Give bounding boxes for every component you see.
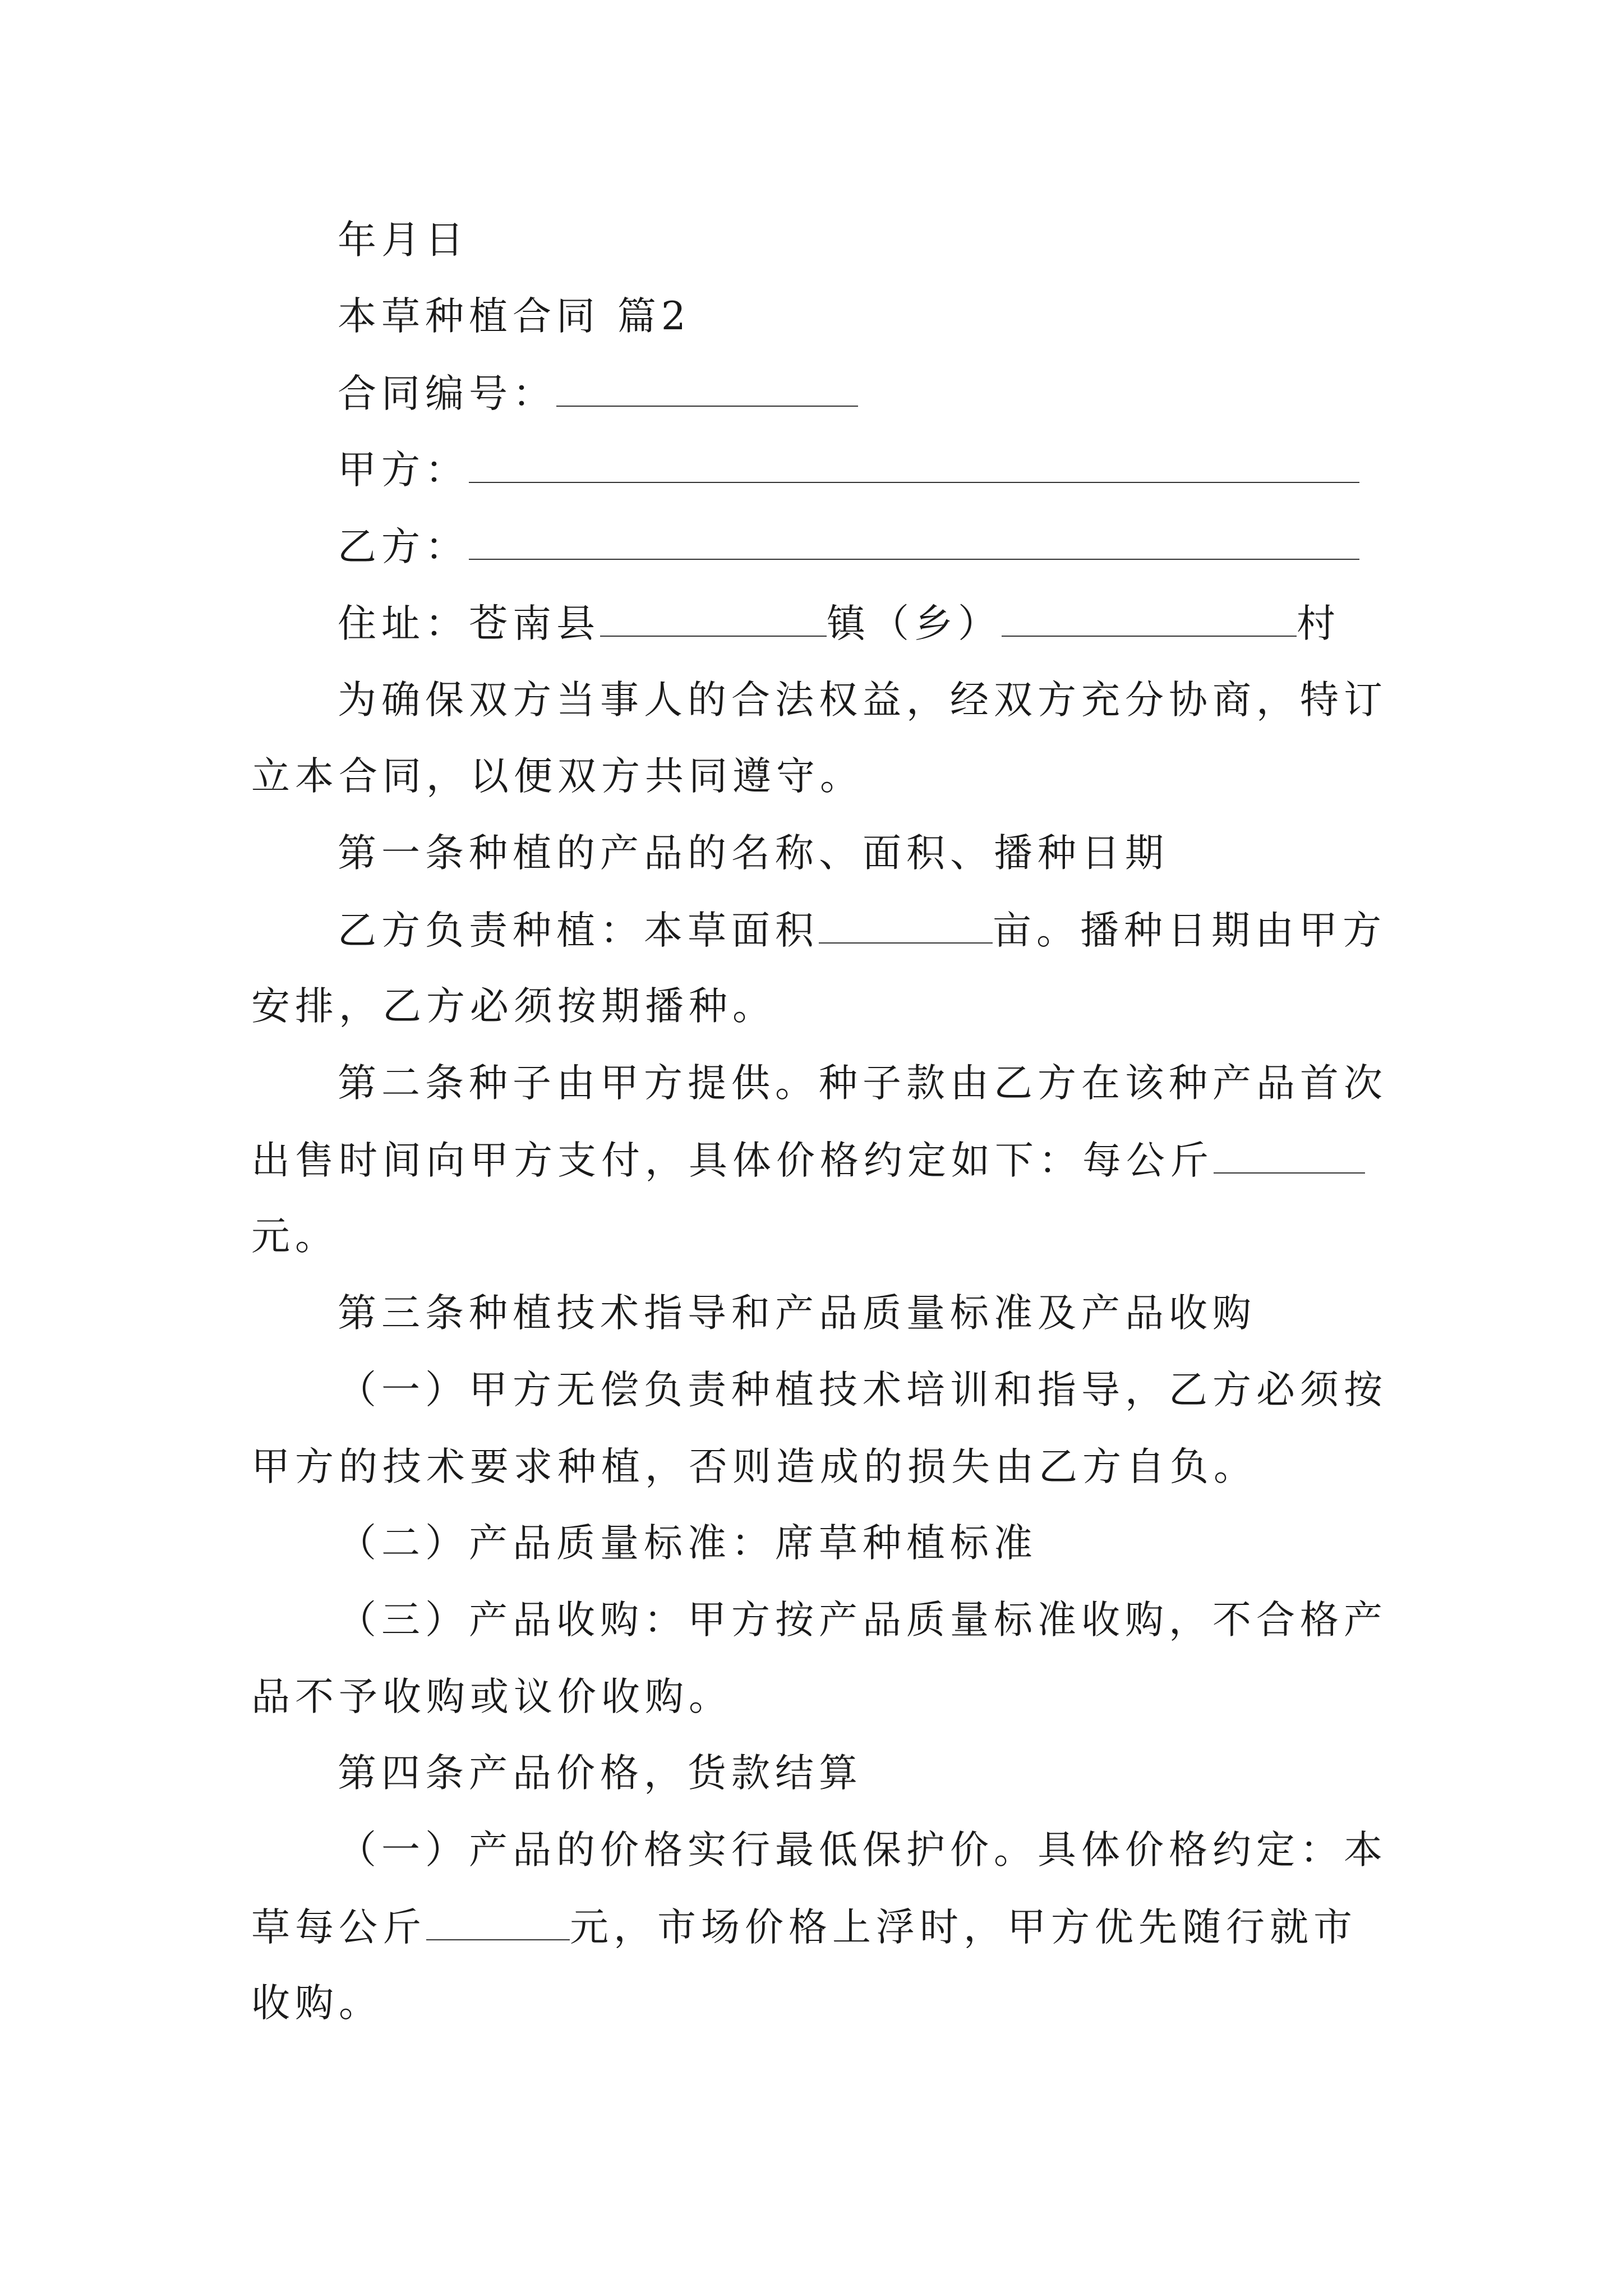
- address-line: [338, 601, 1459, 646]
- article-4-item-1-line-3: 收购。: [251, 1981, 382, 2026]
- party-b-label: 乙方：: [338, 524, 469, 569]
- party-a-blank: [469, 450, 1359, 483]
- article-3-title: 第三条种植技术指导和产品质量标准及产品收购: [338, 1291, 1256, 1336]
- party-a-label: 甲方：: [338, 448, 469, 493]
- article-1-text-line-1: [338, 908, 1459, 953]
- contract-number-label: 合同编号：: [338, 371, 556, 416]
- article-2-line-1: 第二条种子由甲方提供。种子款由乙方在该种产品首次: [338, 1061, 1387, 1106]
- date-line: 年月日: [338, 218, 469, 263]
- article-2-price-label: 出售时间向甲方支付，具体价格约定如下：每公斤: [251, 1138, 1214, 1183]
- article-4-market-text: 元，市场价格上浮时，甲方优先随行就市: [570, 1905, 1357, 1950]
- article-3-item-1-line-1: （一）甲方无偿负责种植技术培训和指导，乙方必须按: [338, 1368, 1387, 1412]
- article-1-area-label: 乙方负责种植：本草面积: [338, 908, 819, 953]
- article-1-title: 第一条种植的产品的名称、面积、播种日期: [338, 831, 1169, 876]
- contract-number-blank: [556, 374, 858, 407]
- party-b-line: [338, 524, 1459, 569]
- address-county-blank: [600, 604, 827, 637]
- article-3-item-2: （二）产品质量标准：席草种植标准: [338, 1521, 1038, 1566]
- article-3-item-1-line-2: 甲方的技术要求种植，否则造成的损失由乙方自负。: [251, 1444, 1257, 1489]
- address-town-blank: [1002, 604, 1297, 637]
- party-a-line: [338, 448, 1459, 493]
- article-4-item-1-line-1: （一）产品的价格实行最低保护价。具体价格约定：本: [338, 1828, 1387, 1872]
- article-3-item-3-line-2: 品不予收购或议价收购。: [251, 1674, 732, 1719]
- article-4-price-label: 草每公斤: [251, 1905, 426, 1950]
- article-1-sowing-text: 亩。播种日期由甲方: [993, 908, 1386, 953]
- contract-title: 本草种植合同 篇2: [338, 294, 691, 339]
- article-2-line-3: 元。: [251, 1214, 339, 1259]
- product-price-blank: [426, 1908, 570, 1940]
- intro-line-1: 为确保双方当事人的合法权益，经双方充分协商，特订: [338, 678, 1387, 723]
- contract-number-line: [338, 371, 1459, 416]
- article-4-item-1-line-2: [251, 1905, 1373, 1950]
- article-1-text-line-2: 安排，乙方必须按期播种。: [251, 984, 776, 1029]
- party-b-blank: [469, 527, 1359, 560]
- article-2-line-2: [251, 1138, 1373, 1183]
- article-3-item-3-line-1: （三）产品收购：甲方按产品质量标准收购，不合格产: [338, 1598, 1387, 1642]
- article-4-title: 第四条产品价格，货款结算: [338, 1751, 863, 1796]
- intro-line-2: 立本合同，以便双方共同遵守。: [251, 754, 864, 799]
- address-label: 住址：苍南县: [338, 601, 600, 646]
- address-village: 村: [1297, 601, 1340, 646]
- area-blank: [819, 911, 993, 944]
- seed-price-blank: [1214, 1141, 1365, 1174]
- address-town: 镇（乡）: [827, 601, 1002, 646]
